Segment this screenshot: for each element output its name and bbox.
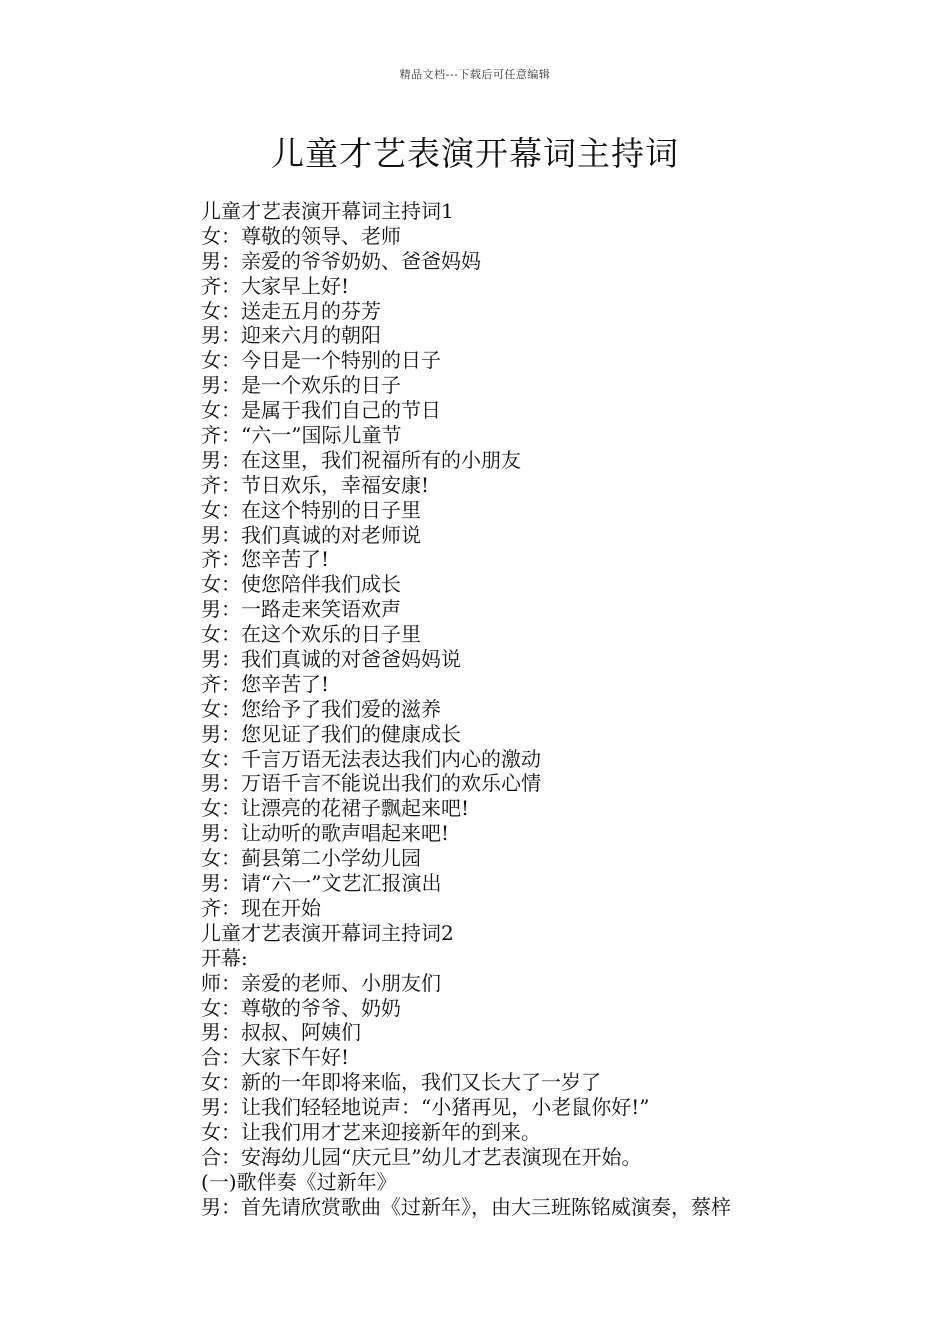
text-line: 齐：节日欢乐，幸福安康! xyxy=(201,472,430,497)
text-line: 男：亲爱的爷爷奶奶、爸爸妈妈 xyxy=(201,248,481,273)
text-line: 男：叔叔、阿姨们 xyxy=(201,1020,361,1045)
text-line: 女：您给予了我们爱的滋养 xyxy=(201,696,441,721)
text-line: 男：一路走来笑语欢声 xyxy=(201,597,401,622)
text-line: 女：让我们用才艺来迎接新年的到来。 xyxy=(201,1119,541,1144)
text-line: 女：尊敬的爷爷、奶奶 xyxy=(201,995,401,1020)
text-line: 齐：您辛苦了! xyxy=(201,547,330,572)
text-line: 男：首先请欣赏歌曲《过新年》，由大三班陈铭威演奏，蔡梓 xyxy=(201,1194,731,1219)
text-line: 齐：现在开始 xyxy=(201,895,321,920)
text-line: 女：在这个欢乐的日子里 xyxy=(201,622,421,647)
text-line: 女：是属于我们自己的节日 xyxy=(201,398,441,423)
text-line: 男：我们真诚的对爸爸妈妈说 xyxy=(201,647,461,672)
text-line: 儿童才艺表演开幕词主持词2 xyxy=(201,920,454,945)
text-line: 男：让动听的歌声唱起来吧! xyxy=(201,821,450,846)
text-line: 合：大家下午好! xyxy=(201,1045,350,1070)
text-line: 女：蓟县第二小学幼儿园 xyxy=(201,846,421,871)
text-line: 女：让漂亮的花裙子飘起来吧! xyxy=(201,796,470,821)
text-line: 儿童才艺表演开幕词主持词1 xyxy=(201,199,454,223)
document-body xyxy=(201,199,821,1220)
text-line: 男：我们真诚的对老师说 xyxy=(201,522,421,547)
text-line: 女：在这个特别的日子里 xyxy=(201,497,421,522)
text-line: 女：尊敬的领导、老师 xyxy=(201,223,401,248)
text-line: 男：在这里，我们祝福所有的小朋友 xyxy=(201,447,521,472)
text-line: 开幕: xyxy=(201,945,248,970)
text-line: 齐：大家早上好! xyxy=(201,273,350,298)
text-line: (一)歌伴奏《过新年》 xyxy=(201,1169,397,1194)
text-line: 女：千言万语无法表达我们内心的激动 xyxy=(201,746,541,771)
text-line: 女：今日是一个特别的日子 xyxy=(201,348,441,373)
text-line: 男：迎来六月的朝阳 xyxy=(201,323,381,348)
document-title: 儿童才艺表演开幕词主持词 xyxy=(271,134,679,173)
text-line: 男：让我们轻轻地说声：“小猪再见，小老鼠你好!” xyxy=(201,1095,650,1120)
text-line: 男：请“六一”文艺汇报演出 xyxy=(201,871,442,896)
text-line: 男：是一个欢乐的日子 xyxy=(201,373,401,398)
header-note: 精品文档---下载后可任意编辑 xyxy=(399,68,551,81)
text-line: 女：送走五月的芬芳 xyxy=(201,298,381,323)
text-line: 男：您见证了我们的健康成长 xyxy=(201,721,461,746)
text-line: 女：新的一年即将来临，我们又长大了一岁了 xyxy=(201,1070,601,1095)
text-line: 齐：您辛苦了! xyxy=(201,671,330,696)
text-line: 师：亲爱的老师、小朋友们 xyxy=(201,970,441,995)
text-line: 女：使您陪伴我们成长 xyxy=(201,572,401,597)
text-line: 合：安海幼儿园“庆元旦”幼儿才艺表演现在开始。 xyxy=(201,1144,642,1169)
text-line: 齐：“六一”国际儿童节 xyxy=(201,423,402,448)
text-line: 男：万语千言不能说出我们的欢乐心情 xyxy=(201,771,541,796)
